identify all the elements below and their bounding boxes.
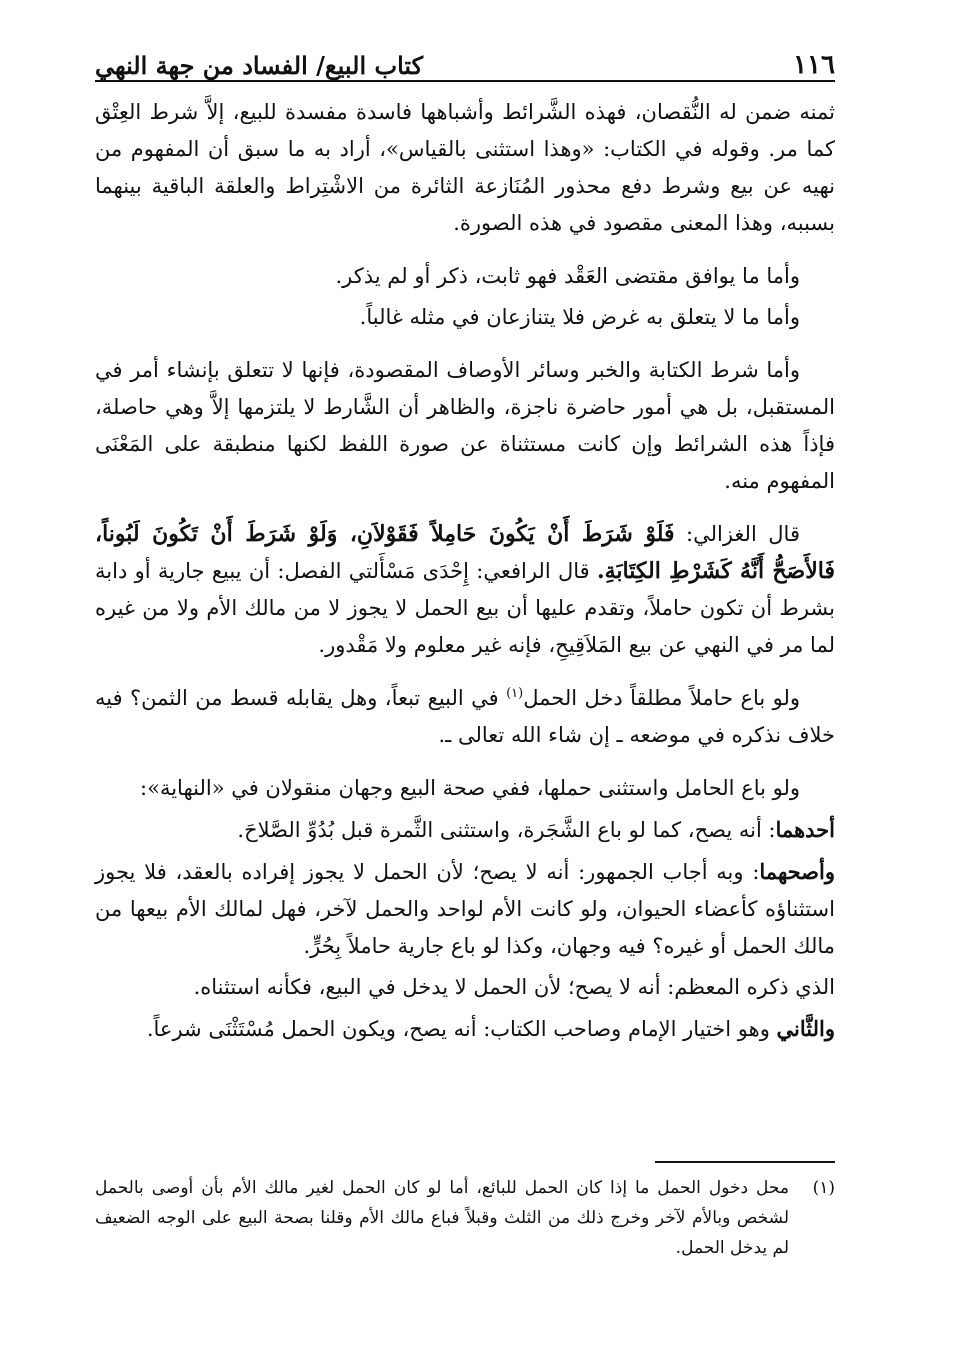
paragraph: وأما ما لا يتعلق به غرض فلا يتنازعان في مثله غالباً. <box>359 305 800 329</box>
paragraph-text: في البيع تبعاً، وهل يقابله قسط من الثمن؟ فيه خلاف نذكره في موضعه ـ إن شاء الله تعالى ـ. <box>95 686 835 747</box>
footnote-marker: (١) <box>812 1178 835 1198</box>
paragraph: الذي ذكره المعظم: أنه لا يصح؛ لأن الحمل لا يدخل في البيع، فكأنه استثناه. <box>193 975 835 999</box>
point-label: والثَّاني <box>776 1016 835 1041</box>
page-header <box>95 38 835 78</box>
main-text <box>95 94 835 1064</box>
page-number: ١١٦ <box>793 50 835 80</box>
paragraph-text: ولو باع حاملاً مطلقاً دخل الحمل <box>523 686 800 710</box>
quote-lead: قال الغزالي: <box>674 522 800 546</box>
paragraph <box>95 680 835 754</box>
footnote-text: محل دخول الحمل ما إذا كان الحمل للبائع، أما لو كان الحمل لغير مالك الأم بأن أوصى بالحمل لشخص وبالأم لآخر وخرج ذلك من الثلث وقبلاً فباع مالك الأم وقلنا بصحة البيع على الوجه الضعيف لم يدخل الحمل. <box>95 1178 789 1258</box>
point-label: وأصحهما <box>759 859 835 884</box>
paragraph: ولو باع الحامل واستثنى حملها، ففي صحة البيع وجهان منقولان في «النهاية»: <box>140 776 800 800</box>
paragraph: وأما ما يوافق مقتضى العَقْد فهو ثابت، ذكر أو لم يذكر. <box>335 264 800 288</box>
paragraph <box>95 811 835 849</box>
paragraph <box>95 516 835 664</box>
paragraph-text: : أنه يصح، كما لو باع الشَّجَرة، واستثنى الثَّمرة قبل بُدُوِّ الصَّلاحَ. <box>237 818 776 842</box>
running-title: كتاب البيع/ الفساد من جهة النهي <box>95 51 424 80</box>
quoted-matn: فَلَوْ شَرَطَ أَنْ يَكُونَ حَامِلاً فَقَوْلاَنِ، وَلَوْ شَرَطَ أَنْ تَكُونَ لَبُوناً، فَالأَصَحُّ أَنَّهُ كَشَرْطِ الكِتَابَةِ. <box>95 521 835 584</box>
header-rule <box>95 80 835 82</box>
commentary: قال الرافعي: إِحْدَى مَسْأَلتي الفصل: أن يبيع جارية أو دابة بشرط أن تكون حاملاً، وتقدم عليها أن بيع الحمل لا يجوز لا من مالك الأم ولا من غيره لما مر في النهي عن بيع المَلاَقِيحِ، فإنه غير معلوم ولا مَقْدور. <box>95 559 835 657</box>
paragraph-text: وهو اختيار الإمام وصاحب الكتاب: أنه يصح، ويكون الحمل مُسْتَثْنَى شرعاً. <box>146 1017 777 1041</box>
footnote <box>95 1173 835 1263</box>
paragraph-text: : وبه أجاب الجمهور: أنه لا يصح؛ لأن الحمل لا يجوز إفراده بالعقد، فلا يجوز استثناؤه كأعضاء الحيوان، ولو كانت الأم لواحد والحمل لآخر، فهل لمالك الأم بيعها من مالك الحمل أو غيره؟ فيه وجهان، وكذا لو باع جارية حاملاً بِحُرٍّ. <box>95 860 835 958</box>
footnote-rule <box>655 1161 835 1163</box>
paragraph <box>95 853 835 965</box>
footnote-reference: (١) <box>506 686 524 701</box>
paragraph: وأما شرط الكتابة والخبر وسائر الأوصاف المقصودة، فإنها لا تتعلق بإنشاء أمر في المستقبل، بل هي أمور حاضرة ناجزة، والظاهر أن الشَّارط لا يلتزمها إلاَّ وهي حاصلة، فإذاً هذه الشرائط وإن كانت مستثناة عن صورة اللفظ لكنها منطبقة على المَعْنَى المفهوم منه. <box>95 358 835 493</box>
paragraph: ثمنه ضمن له النُّقصان، فهذه الشَّرائط وأشباهها فاسدة مفسدة للبيع، إلاَّ شرط العِتْق كما مر. وقوله في الكتاب: «وهذا استثنى بالقياس»، أراد به ما سبق أن المفهوم من نهيه عن بيع وشرط دفع محذور المُنَازعة الثائرة من الاشْتِراط والعلقة الباقية بينهما بسببه، وهذا المعنى مقصود في هذه الصورة. <box>95 100 835 235</box>
paragraph <box>95 1010 835 1048</box>
point-label: أحدهما <box>775 817 835 842</box>
